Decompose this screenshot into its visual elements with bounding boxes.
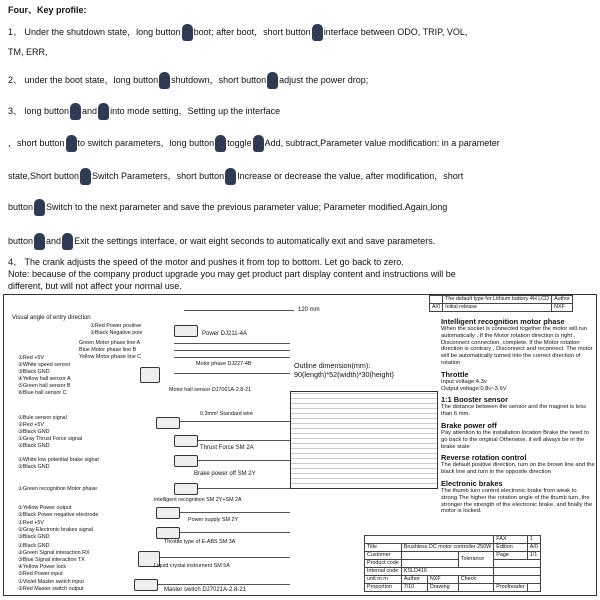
customer-value (401, 552, 458, 560)
lcd-label-3: ③Blue Signal interaction TX (18, 557, 85, 563)
hall-connector (140, 367, 160, 383)
lcd-label-4: ④Yellow Power lock (18, 564, 67, 570)
ebs-label-1: ①Red +5V (18, 520, 44, 526)
customer-label: Customer (365, 552, 402, 560)
brake-label-1: ①White low potential brake signal (18, 457, 99, 463)
author-label: Author (401, 576, 427, 584)
text: and (82, 105, 98, 116)
page-label: Page (494, 552, 527, 560)
speed-label-1: ①Bule sensor signal (18, 415, 67, 421)
thrust-connector (174, 435, 198, 447)
thrust-label-2: ②Black GND (18, 443, 50, 449)
proofreader-label: Proofreader (494, 584, 527, 592)
instruction-3-cont2 (8, 168, 463, 185)
instruction-3-cont3 (8, 199, 447, 216)
lcd-label-1: ①Black GND (18, 543, 50, 549)
author-value: NXF (427, 576, 458, 584)
internal-code-label: Internal code (365, 568, 402, 576)
note-line-2: different, but will not affect your normal use. (8, 281, 182, 291)
top-note: The default type for Lithium battery 4H LCD (443, 296, 552, 304)
wire (174, 350, 290, 351)
blank-cell (458, 584, 493, 592)
phase-label-c: Yellow Motor phase line C (79, 354, 142, 360)
supply-label-2: ②Black Power negative electrode (18, 512, 99, 518)
text: interface between ODO, TRIP, VOL, (323, 26, 468, 37)
key-profile-header: Four、Key profile: (8, 5, 87, 15)
tolerance-label: Tolerance (458, 552, 493, 568)
master-connector-label: Master switch DJ7021A-2.8-21 (164, 587, 247, 593)
drawing-label: Drawing (427, 584, 458, 592)
edition-value: A/0 (527, 544, 540, 552)
brake-connector-label: Brake power off SM 2Y (194, 471, 256, 477)
lcd-connector-label: Liquid crystal instrument SM 5A (154, 563, 230, 569)
blank-cell (365, 536, 494, 544)
instruction-2 (8, 72, 368, 89)
unit-label: unit (367, 576, 376, 583)
text: Exit the settings interface, or wait eight seconds to automatically exit and save parameters. (74, 235, 436, 246)
spec-notes (441, 317, 596, 518)
text: Switch Parameters，short button (92, 170, 225, 181)
ebs-label-2: ②Gray Electronic brakes signal (18, 527, 93, 533)
hall-label-2: ②White speed sensor (18, 362, 71, 368)
phase-label-b: Blue Motor phase line B (79, 347, 137, 353)
section-title: Reverse rotation control (441, 453, 527, 463)
text: boot; after boot，short button (193, 26, 311, 37)
text: ，short button (8, 137, 65, 148)
unit-row (365, 576, 402, 584)
check-label: Check (458, 576, 493, 584)
section-body: The thumb turn control electronic brake from weak to strong.The higher the rotation angle of the thumb turn, the stronger the strength of the electronic brake, and finally the motor is locked. (441, 487, 593, 515)
dimension-value: 90(length)*52(width)*30(height) (294, 370, 394, 379)
text: 1、 Under the shutdown state，long button (8, 26, 181, 37)
power-label-1: ①Red Power positive (90, 323, 142, 329)
speed-label-2: ②Red +5V (18, 422, 44, 428)
ebs-label-3: ③Black GND (18, 534, 50, 540)
product-code-label: Product code (365, 560, 402, 568)
instruction-3-cont (8, 135, 500, 152)
internal-code-value: KSLD416 (401, 568, 493, 576)
mode-button-icon (98, 103, 109, 120)
blank-cell (494, 576, 541, 584)
unit-value: m m (377, 576, 388, 583)
instruction-1-cont: TM, ERR, (8, 47, 48, 57)
thrust-connector-label: Thrust Force SM 2A (200, 445, 254, 451)
wire (198, 488, 290, 489)
brake-connector (174, 455, 198, 467)
power-label-2: ②Black Negative pole (90, 330, 143, 336)
revision-table (429, 295, 573, 312)
speed-label-3: ③Black GND (18, 429, 50, 435)
wire (174, 373, 290, 374)
proportion-label: Proportion (365, 584, 402, 592)
hall-label-1: ①Red +5V (18, 355, 44, 361)
text: and (46, 235, 62, 246)
controller-body (290, 391, 438, 489)
mode-button-icon (267, 72, 278, 89)
section-title: Brake power off (441, 420, 497, 430)
blank-cell (494, 560, 541, 568)
mode-button-icon (66, 135, 77, 152)
dimension-title: Outline dimension(mm): (294, 361, 371, 370)
section-title: Electronic brakes (441, 478, 503, 488)
hall-connector-label: Motor hall sensor DJ7061A-2.8-21 (169, 387, 252, 393)
wire (160, 557, 290, 558)
key-profile-instructions (0, 0, 600, 290)
wire (180, 421, 290, 422)
rev-desc: Initial release (443, 304, 552, 312)
blank-cell (494, 568, 541, 576)
edition-label: Edition (494, 544, 527, 552)
instruction-1 (8, 24, 467, 41)
section-body: The distance between the sensor and the magnet is less than 6 mm. (441, 404, 587, 418)
section-title: 1:1 Booster sensor (441, 395, 508, 405)
wire (198, 440, 290, 441)
wire (198, 460, 290, 461)
wire-length-label: 120 mm (298, 307, 320, 313)
power-button-icon (182, 24, 193, 41)
supply-connector (156, 507, 180, 519)
hall-label-6: ⑥Blue hall sensor C (18, 390, 67, 396)
rev-cell (430, 296, 443, 304)
wire (180, 512, 290, 513)
text: 3、 long button (8, 105, 70, 116)
rev-author: NXF (552, 304, 573, 312)
wire (174, 343, 290, 344)
proportion-value: 7/10 (401, 584, 427, 592)
title-value: Brushless DC motor controller 250W (401, 544, 493, 552)
lcd-label-2: ②Green Signal interaction RX (18, 550, 90, 556)
text: Switch to the next parameter and save the previous parameter value; Parameter modified.Again,long (46, 201, 448, 212)
wire (180, 532, 290, 533)
section-body: Pay attention to the installation location Brake the need to go back to the original Otherwise, it will always be in the brake state (441, 429, 589, 450)
mode-button-icon (34, 199, 45, 216)
master-connector (134, 579, 158, 591)
instruction-3 (8, 103, 280, 120)
outline-dimension (294, 361, 394, 379)
section-title: Throttle (441, 369, 469, 379)
section-body: When the socket is connected together the motor will run automatically . If the Motor rotation direction is right , Disconnect connection, complete. If the Motor rotation direction is contrary , Disconnect and reconnect. The motor will be automatically turned into the correct direction of rotation (441, 326, 593, 366)
dimension-line (184, 310, 294, 311)
power-button-icon (215, 135, 226, 152)
master-label-2: ②Red Master switch output (18, 586, 84, 592)
title-block (364, 535, 541, 592)
hall-label-5: ⑤Green hall sensor B (18, 383, 71, 389)
power-button-icon (159, 72, 170, 89)
section-body: Input voltage:4.3v Output voltage:0.8v~3.6V (441, 378, 507, 392)
power-button-icon (70, 103, 81, 120)
text: toggle (227, 137, 252, 148)
motor-phase-label: Motor phase DJ227-4B (196, 361, 252, 367)
instruction-3-cont4 (8, 233, 435, 250)
text: state,Short button (8, 170, 80, 181)
thrust-label-1: ①Gray Thrust Force signal (18, 436, 83, 442)
text: adjust the power drop; (279, 74, 369, 85)
section-body: The default positive direction, turn on the brown line and the black line and turn in the opposite direction (441, 462, 595, 476)
hall-label-3: ③Black GND (18, 369, 50, 375)
speed-connector (156, 417, 180, 429)
section-title: Intelligent recognition motor phase (441, 317, 565, 326)
instruction-4: 4、 The crank adjusts the speed of the motor and pushes it from top to bottom. Let go back to zero. (8, 257, 404, 267)
recognition-connector-label: intelligent recognition SM 2Y+SM 2A (154, 497, 242, 503)
note-line-1: Note: because of the company product upgrade you may get product part display content and instructions will be (8, 269, 456, 279)
power-button-icon (34, 233, 45, 250)
text: button (8, 235, 34, 246)
wire (158, 584, 290, 585)
phase-label-a: Green Motor phase line A (79, 340, 141, 346)
supply-label-1: ①Yellow Power output (18, 505, 72, 511)
fax-label: FAX (494, 536, 527, 544)
hall-label-4: ④Yellow hall sensor A (18, 376, 71, 382)
master-label-1: ①Violet Master switch input (18, 579, 84, 585)
wiring-diagram (3, 294, 597, 596)
mode-button-icon (62, 233, 73, 250)
title-label: Title (365, 544, 402, 552)
brake-label-2: ②Black GND (18, 464, 50, 470)
fax-value: 1 (527, 536, 540, 544)
text: Increase or decrease the value, after modification，short (237, 170, 464, 181)
ebs-connector (156, 527, 180, 539)
mode-button-icon (253, 135, 264, 152)
text: button (8, 201, 34, 212)
author-label: Author (552, 296, 573, 304)
wire (174, 357, 290, 358)
page-value: 1/1 (527, 552, 540, 560)
text: into mode setting，Setting up the interface (110, 105, 281, 116)
text: shutdown，short button (171, 74, 267, 85)
power-connector-label: Power DJ211-4A (202, 331, 247, 337)
rev-value: A/0 (430, 304, 443, 312)
text: 2、 under the boot state，long button (8, 74, 159, 85)
mode-button-icon (312, 24, 323, 41)
wire-tag: 0.3mm² Standard wire (200, 411, 254, 417)
mode-button-icon (80, 168, 91, 185)
power-button-icon (225, 168, 236, 185)
blank-cell (527, 584, 540, 592)
ebs-connector-label: Throttle type of E-ABS SM 3A (164, 539, 236, 545)
lcd-label-5: ⑤Red Power input (18, 571, 63, 577)
recognition-label: ①Green recognition Motor phase (18, 486, 98, 492)
supply-connector-label: Power supply SM 2Y (188, 517, 239, 523)
product-code-value (401, 560, 458, 568)
text: Add, subtract,Parameter value modification: in a parameter (264, 137, 500, 148)
visual-angle-label: Visual angle of entry direction (12, 315, 91, 321)
text: to switch parameters，long button (77, 137, 215, 148)
power-connector (174, 325, 198, 337)
recognition-connector (174, 483, 198, 495)
